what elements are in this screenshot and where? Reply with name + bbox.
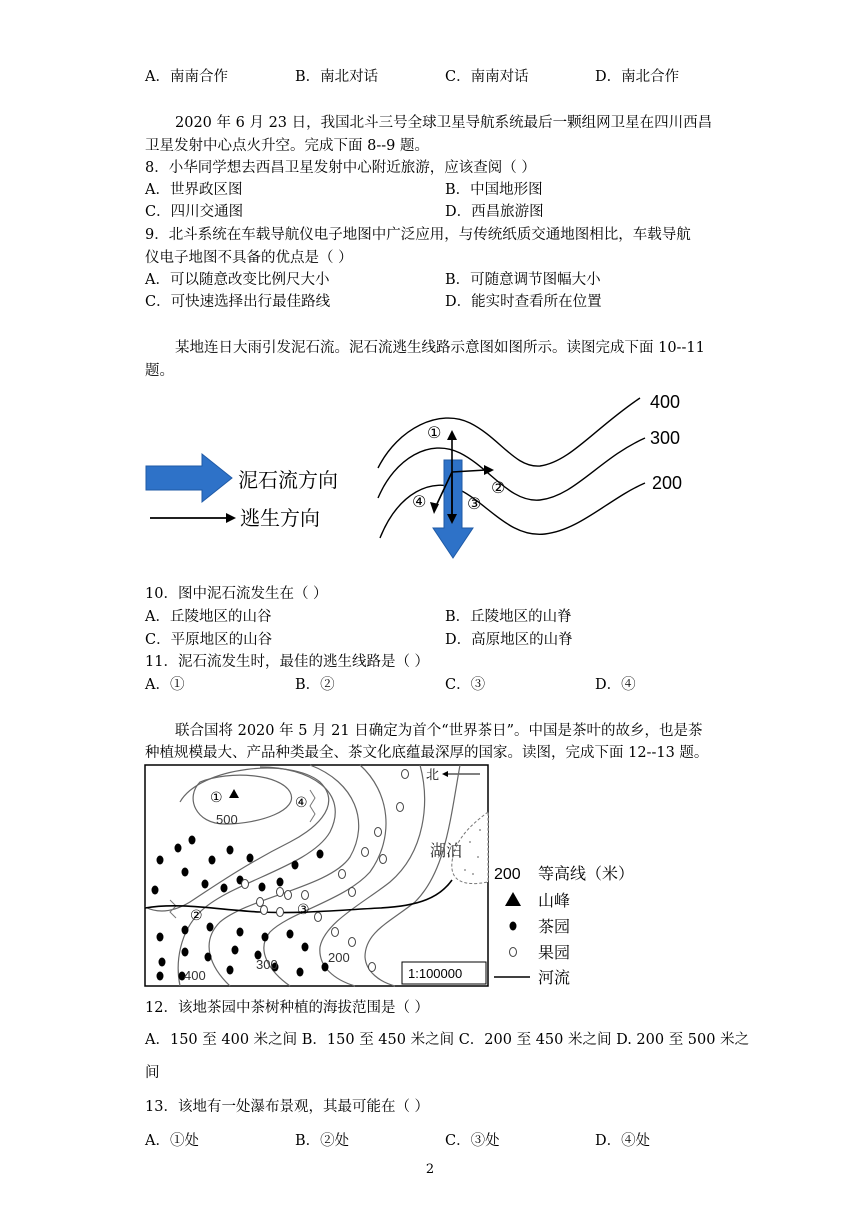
q10-option-c: C．平原地区的山谷 (145, 632, 273, 648)
contour-label-300: 300 (256, 957, 278, 972)
legend-contour-label: 等高线（米） (538, 866, 635, 883)
q9-option-c: C．可快速选择出行最佳路线 (145, 294, 331, 310)
contour-label-200: 200 (652, 473, 683, 493)
q10-stem: 10．图中泥石流发生在（ ） (145, 586, 328, 602)
marker-4: ④ (412, 494, 427, 511)
q9-option-b: B．可随意调节图幅大小 (445, 272, 601, 288)
contour-label-300: 300 (650, 428, 681, 448)
q12-stem: 12．该地茶园中茶树种植的海拔范围是（ ） (145, 1000, 430, 1016)
legend-tea-icon (510, 922, 517, 931)
contour-label-400: 400 (650, 392, 681, 412)
q7-option-a: A．南南合作 (145, 69, 228, 85)
marker-3: ③ (467, 496, 482, 513)
escape-legend-arrowhead (226, 513, 236, 523)
q9-stem-line2: 仪电子地图不具备的优点是（ ） (145, 250, 353, 266)
q11-option-b: B．② (295, 677, 335, 693)
tea-garden-map (140, 762, 635, 992)
marker-1: ① (427, 425, 442, 442)
north-label: 北 (426, 767, 440, 782)
flow-legend-label: 泥石流方向 (238, 470, 338, 492)
q13-option-a: A．①处 (145, 1133, 199, 1149)
q9-stem-line1: 9．北斗系统在车载导航仪电子地图中广泛应用，与传统纸质交通地图相比，车载导航 (145, 227, 691, 243)
q12-options-cont: 间 (145, 1065, 160, 1081)
escape-legend-label: 逃生方向 (240, 508, 320, 530)
intro-8-9-line2: 卫星发射中心点火升空。完成下面 8--9 题。 (145, 138, 429, 154)
legend-orchard-icon (510, 948, 517, 957)
intro-12-13-line2: 种植规模最大、产品种类最全、茶文化底蕴最深厚的国家。读图，完成下面 12--13 题。 (145, 745, 709, 761)
mudslide-escape-diagram (140, 388, 700, 588)
q7-option-c: C．南南对话 (445, 69, 529, 85)
marker-2: ② (491, 480, 506, 497)
legend-tea-label: 茶园 (538, 919, 571, 936)
q7-option-b: B．南北对话 (295, 69, 379, 85)
q7-option-d: D．南北合作 (595, 69, 680, 85)
intro-10-11-line2: 题。 (145, 363, 174, 379)
q13-option-b: B．②处 (295, 1133, 350, 1149)
q10-option-d: D．高原地区的山脊 (445, 632, 573, 648)
flow-legend-arrow (146, 454, 232, 502)
contour-400 (378, 398, 640, 468)
q13-stem: 13．该地有一处瀑布景观，其最可能在（ ） (145, 1099, 430, 1115)
q9-option-a: A．可以随意改变比例尺大小 (145, 272, 330, 288)
q11-option-d: D．④ (595, 677, 636, 693)
contour-label-500: 500 (216, 812, 238, 827)
q13-option-c: C．③处 (445, 1133, 500, 1149)
q8-option-c: C．四川交通图 (145, 204, 244, 220)
q13-option-d: D．④处 (595, 1133, 651, 1149)
q8-option-d: D．西昌旅游图 (445, 204, 544, 220)
legend-peak-label: 山峰 (538, 893, 571, 910)
q8-option-a: A．世界政区图 (145, 182, 243, 198)
intro-10-11-line1: 某地连日大雨引发泥石流。泥石流逃生线路示意图如图所示。读图完成下面 10--11 (175, 340, 705, 356)
intro-8-9-line1: 2020 年 6 月 23 日，我国北斗三号全球卫星导航系统最后一颗组网卫星在四川西昌 (175, 115, 713, 131)
q8-option-b: B．中国地形图 (445, 182, 543, 198)
map-frame (145, 765, 488, 986)
q11-stem: 11．泥石流发生时，最佳的逃生线路是（ ） (145, 654, 430, 670)
legend-contour-value: 200 (494, 866, 521, 883)
q10-option-b: B．丘陵地区的山脊 (445, 609, 572, 625)
map-marker-2: ② (190, 907, 203, 923)
q12-options: A．150 至 400 米之间 B．150 至 450 米之间 C．200 至 450 米之间 D. 200 至 500 米之 (145, 1032, 750, 1048)
q9-option-d: D．能实时查看所在位置 (445, 294, 602, 310)
q10-option-a: A．丘陵地区的山谷 (145, 609, 272, 625)
map-marker-3: ③ (297, 901, 310, 917)
lake-label: 湖泊 (430, 843, 463, 860)
q8-stem: 8．小华同学想去西昌卫星发射中心附近旅游，应该查阅（ ） (145, 160, 536, 176)
legend-river-label: 河流 (538, 970, 571, 987)
map-marker-1: ① (210, 789, 223, 805)
contour-label-400: 400 (184, 968, 206, 983)
legend-peak-icon (505, 892, 521, 906)
contour-label-200: 200 (328, 950, 350, 965)
q11-option-a: A．① (145, 677, 185, 693)
map-marker-4: ④ (295, 794, 308, 810)
intro-12-13-line1: 联合国将 2020 年 5 月 21 日确定为首个“世界茶日”。中国是茶叶的故乡，也是茶 (175, 723, 703, 739)
page-number: 2 (425, 1162, 435, 1177)
q11-option-c: C．③ (445, 677, 486, 693)
legend-orchard-label: 果园 (538, 945, 571, 962)
scale-label: 1:100000 (408, 966, 463, 981)
